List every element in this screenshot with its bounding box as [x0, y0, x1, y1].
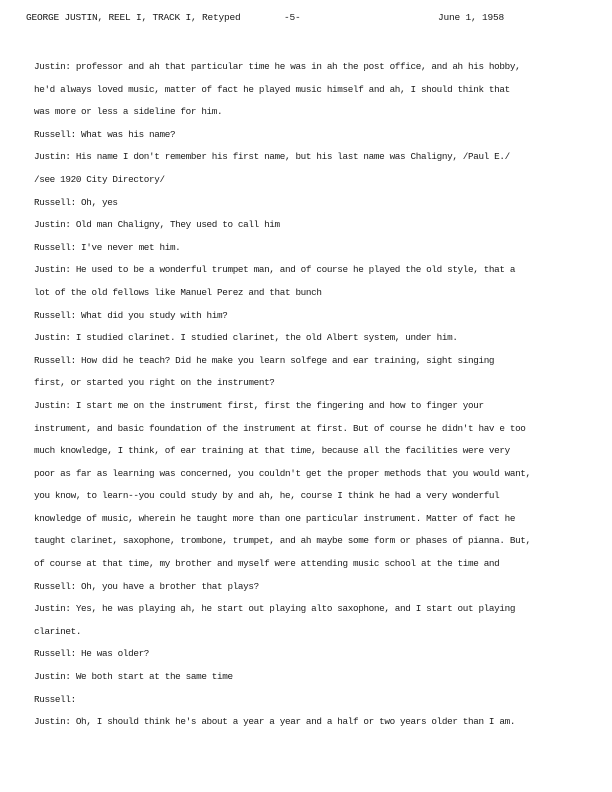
- transcript-line: Justin: I studied clarinet. I studied clarinet, the old Albert system, under him.: [34, 332, 458, 344]
- transcript-line: Russell:: [34, 693, 76, 705]
- transcript-line: you know, to learn--you could study by and ah, he, course I think he had a very wonderful: [34, 490, 500, 502]
- transcript-line: Russell: Oh, you have a brother that plays?: [34, 580, 259, 592]
- transcript-line: lot of the old fellows like Manuel Perez and that bunch: [34, 286, 322, 298]
- transcript-line: clarinet.: [34, 625, 82, 637]
- transcript-line: poor as far as learning was concerned, you couldn't get the proper methods that you would want,: [34, 467, 531, 479]
- transcript-line: Russell: What did you study with him?: [34, 309, 228, 321]
- transcript-line: first, or started you right on the instrument?: [34, 377, 275, 389]
- transcript-line: knowledge of music, wherein he taught more than one particular instrument. Matter of fact he: [34, 512, 516, 524]
- transcript-line: /see 1920 City Directory/: [34, 173, 165, 185]
- transcript-line: Russell: What was his name?: [34, 128, 176, 140]
- transcript-line: Justin: We both start at the same time: [34, 671, 233, 683]
- transcript-line: of course at that time, my brother and myself were attending music school at the time and: [34, 558, 500, 570]
- transcript-line: much knowledge, I think, of ear training at that time, because all the facilities were very: [34, 445, 510, 457]
- header-title: GEORGE JUSTIN, REEL I, TRACK I, Retyped: [26, 12, 241, 23]
- transcript-line: instrument, and basic foundation of the instrument at first. But of course he didn't hav e too: [34, 422, 526, 434]
- transcript-line: Justin: Yes, he was playing ah, he start out playing alto saxophone, and I start out playing: [34, 603, 516, 615]
- transcript-line: Russell: Oh, yes: [34, 196, 118, 208]
- transcript-line: Russell: How did he teach? Did he make you learn solfege and ear training, sight singing: [34, 354, 495, 366]
- transcript-line: Justin: He used to be a wonderful trumpet man, and of course he played the old style, that a: [34, 264, 516, 276]
- transcript-line: Justin: Oh, I should think he's about a year a year and a half or two years older than I am.: [34, 716, 516, 728]
- page-number: -5-: [284, 12, 301, 23]
- transcript-line: Justin: I start me on the instrument first, first the fingering and how to finger your: [34, 399, 484, 411]
- transcript-line: Justin: Old man Chaligny, They used to call him: [34, 219, 280, 231]
- transcript-line: taught clarinet, saxophone, trombone, trumpet, and ah maybe some form or phases of pianna. But,: [34, 535, 531, 547]
- transcript-line: Russell: He was older?: [34, 648, 150, 660]
- transcript-line: he'd always loved music, matter of fact he played music himself and ah, I should think that: [34, 83, 510, 95]
- header-date: June 1, 1958: [438, 12, 505, 23]
- transcript-body: [34, 56, 564, 734]
- transcript-line: Russell: I've never met him.: [34, 241, 181, 253]
- transcript-line: Justin: His name I don't remember his first name, but his last name was Chaligny, /Paul E./: [34, 151, 510, 163]
- page-header: [26, 12, 566, 28]
- transcript-line: was more or less a sideline for him.: [34, 106, 223, 118]
- transcript-line: Justin: professor and ah that particular time he was in ah the post office, and ah his hobby,: [34, 61, 521, 72]
